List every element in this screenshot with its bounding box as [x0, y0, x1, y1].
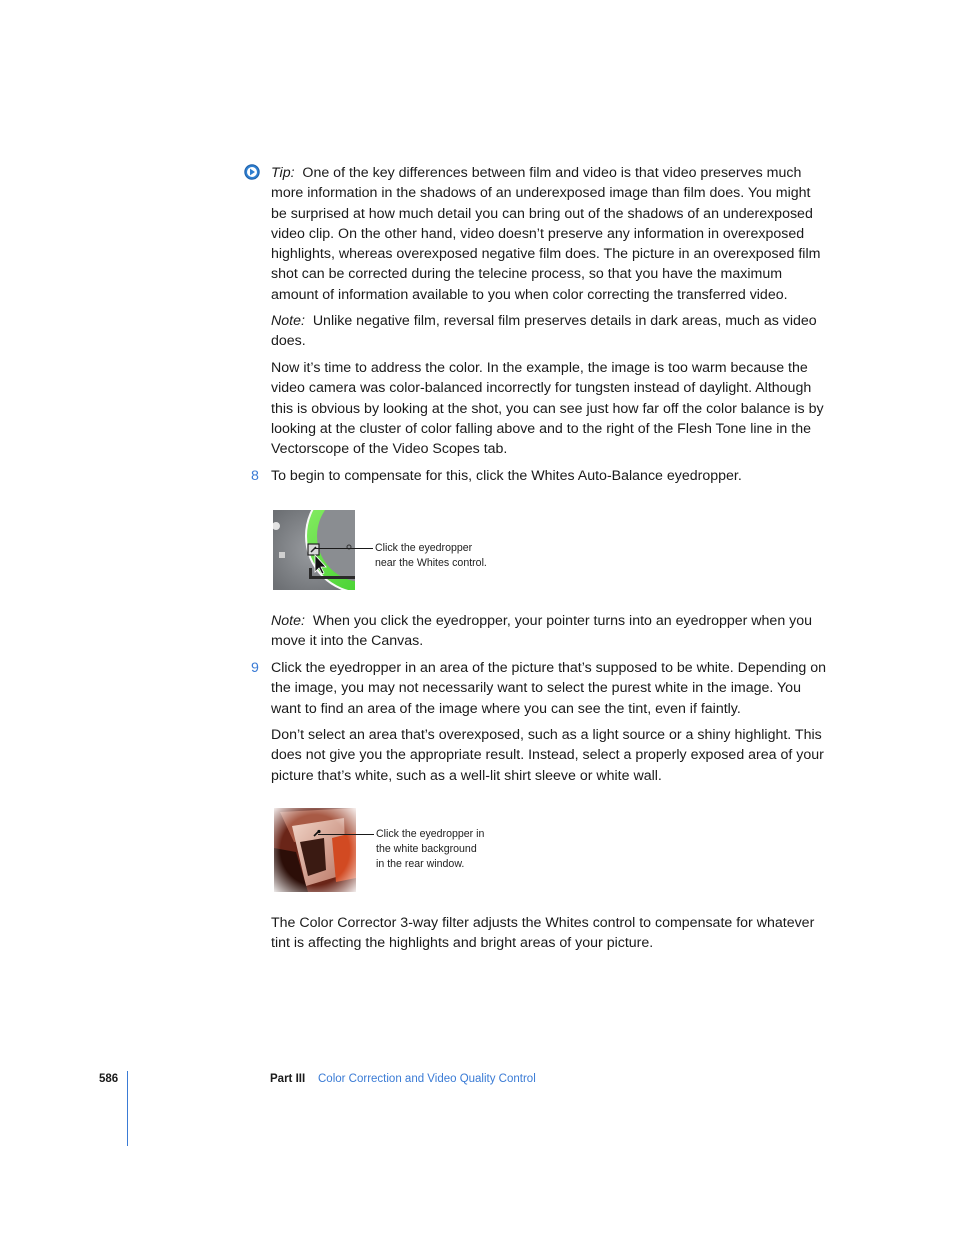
- step-text-9: Click the eyedropper in an area of the picture that’s supposed to be white. Depending on the image, you may not necessarily want to select the purest white in the image. You want to find an area of the image where you can see the tint, even if faintly.: [271, 660, 826, 717]
- callout-2-line-2: the white background: [376, 843, 477, 856]
- callout-1-line-2: near the Whites control.: [375, 557, 487, 570]
- step-number-9: 9: [251, 660, 259, 676]
- note-paragraph-1: [271, 311, 827, 352]
- tip-arrow-icon: [244, 164, 260, 180]
- rear-window-image: [274, 808, 356, 892]
- step-number-8: 8: [251, 468, 259, 484]
- body-paragraph-1: Now it’s time to address the color. In the example, the image is too warm because the video camera was color-balanced incorrectly for tungsten instead of daylight. Although this is obvious by looking at the shot, you can see just how far off the color balance is by looking at the cluster of color falling above and to the right of the Flesh Tone line in the Vectorscope of the Video Scopes tab.: [271, 360, 824, 458]
- whites-control-image: [273, 510, 355, 590]
- callout-2-line-3: in the rear window.: [376, 858, 465, 871]
- note-text-1: Unlike negative film, reversal film preserves details in dark areas, much as video does.: [271, 313, 817, 350]
- figure-rear-window: [274, 808, 356, 892]
- callout-leader-1: [314, 548, 373, 549]
- step-text-8: To begin to compensate for this, click the Whites Auto-Balance eyedropper.: [271, 468, 742, 484]
- callout-leader-2: [318, 834, 374, 835]
- footer-chapter-title: Color Correction and Video Quality Control: [318, 1073, 536, 1085]
- tip-text: One of the key differences between film and video is that video preserves much more information in the shadows of an underexposed image than film does. You might be surprised at how much detail you can bring out of the shadows of an underexposed video clip. On the other hand, video doesn’t preserve any information in overexposed highlights, whereas overexposed negative film does. The picture in an overexposed film shot can be corrected during the telecine process, so that you have the maximum amount of information available to you when color correcting the transferred video.: [271, 165, 821, 303]
- note-label-2: Note:: [271, 613, 305, 629]
- body-paragraph-2: Don’t select an area that’s overexposed, such as a light source or a shiny highlight. This does not give you the appropriate result. Instead, select a properly exposed area of your picture that’s white, such as a well-lit shirt sleeve or white wall.: [271, 727, 824, 784]
- page-number: 586: [99, 1073, 119, 1085]
- note-label-1: Note:: [271, 313, 305, 329]
- callout-rear-window-eyedropper: [376, 827, 484, 873]
- note-paragraph-2: [271, 611, 827, 652]
- footer-divider: [127, 1071, 128, 1146]
- figure-whites-control: [273, 510, 355, 590]
- tip-paragraph: [271, 163, 827, 305]
- callout-1-line-1: Click the eyedropper: [375, 542, 473, 554]
- body-paragraph-3: The Color Corrector 3-way filter adjusts the Whites control to compensate for whatever tint is affecting the highlights and bright areas of your picture.: [271, 915, 815, 952]
- footer-part-label: Part III: [270, 1073, 306, 1085]
- tip-label: Tip:: [271, 165, 295, 181]
- callout-whites-eyedropper: [375, 541, 487, 571]
- note-text-2: When you click the eyedropper, your pointer turns into an eyedropper when you move it into the Canvas.: [271, 613, 813, 650]
- callout-2-line-1: Click the eyedropper in: [376, 828, 485, 840]
